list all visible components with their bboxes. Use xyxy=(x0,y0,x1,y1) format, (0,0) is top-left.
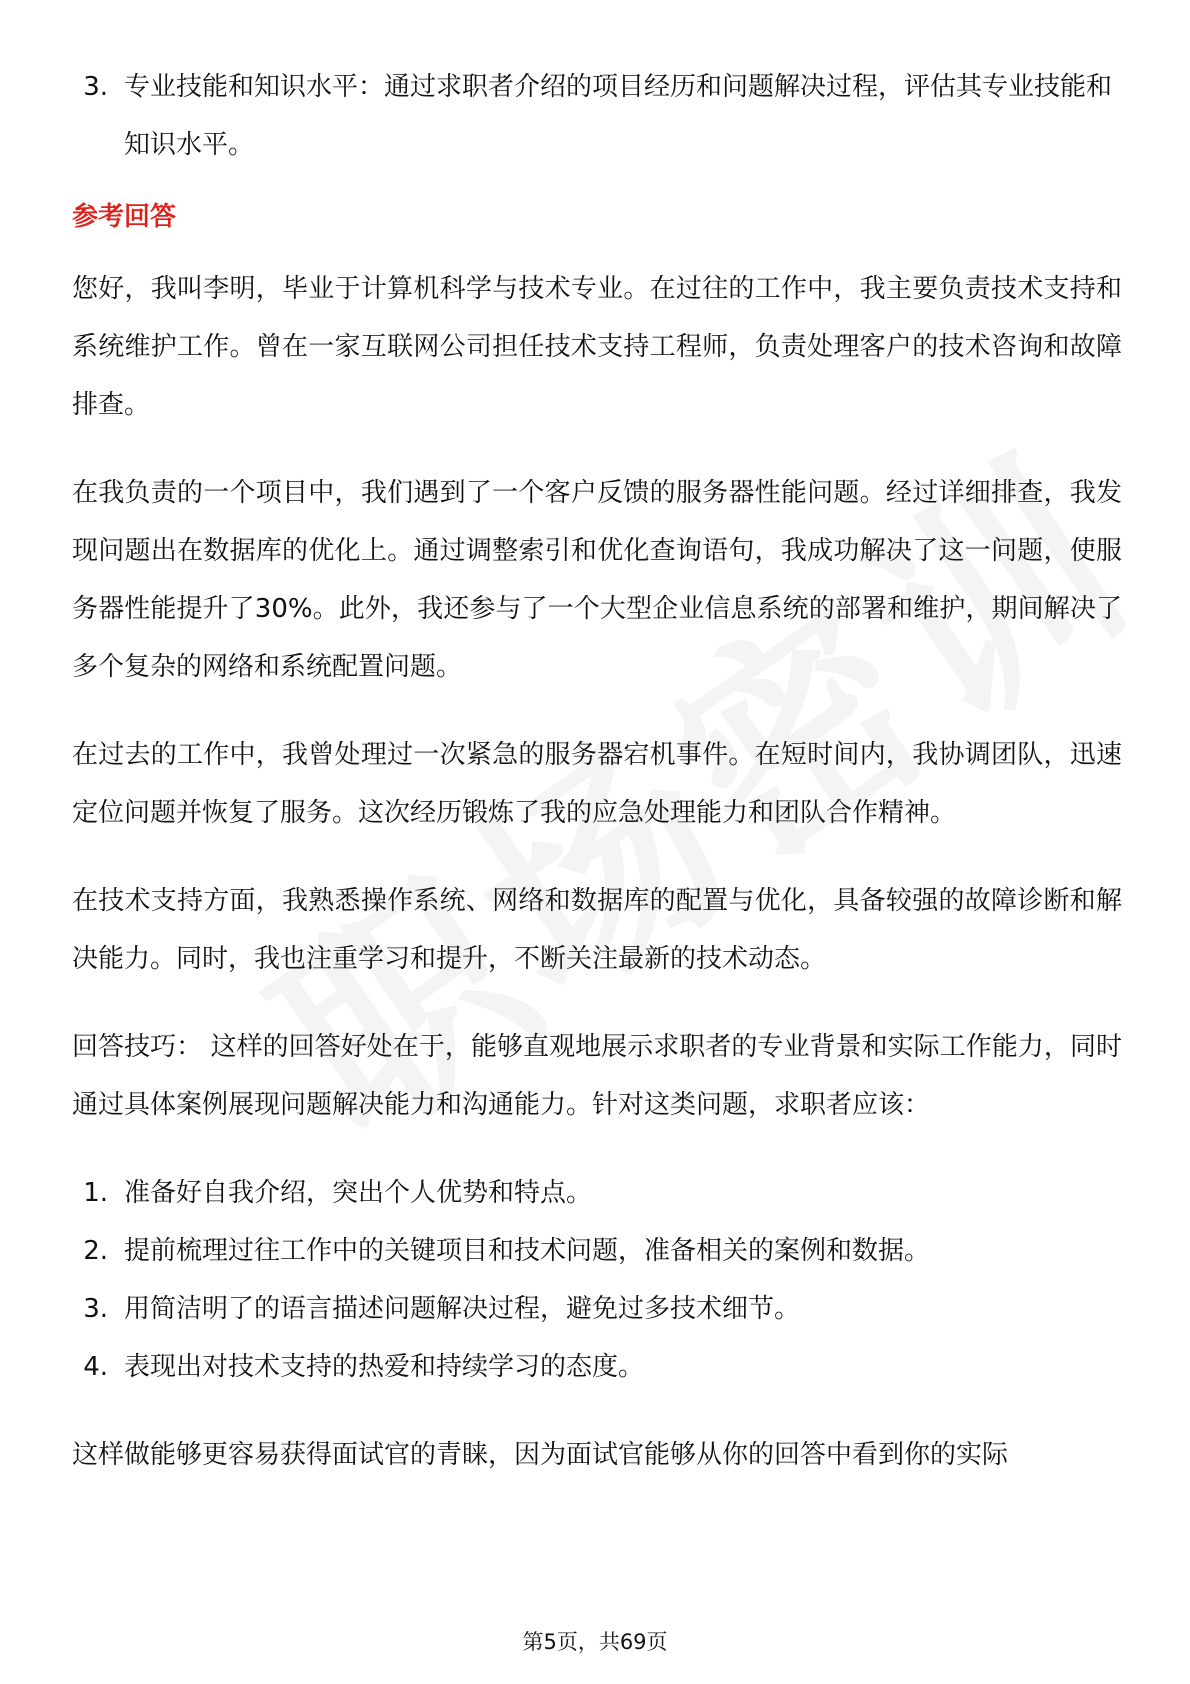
list-text: 专业技能和知识水平：通过求职者介绍的项目经历和问题解决过程，评估其专业技能和知识水平。 xyxy=(124,72,1113,160)
list-item xyxy=(72,1164,1122,1222)
list-number: 1. xyxy=(83,1178,108,1208)
list-number: 3. xyxy=(83,1294,108,1324)
list-item xyxy=(72,58,1122,174)
list-item xyxy=(72,1222,1122,1280)
list-text: 提前梳理过往工作中的关键项目和技术问题，准备相关的案例和数据。 xyxy=(124,1236,931,1266)
list-number: 2. xyxy=(83,1236,108,1266)
tips-intro-paragraph: 回答技巧： 这样的回答好处在于，能够直观地展示求职者的专业背景和实际工作能力，同时通过具体案例展现问题解决能力和沟通能力。针对这类问题，求职者应该： xyxy=(72,1032,1122,1120)
answer-paragraph: 在过去的工作中，我曾处理过一次紧急的服务器宕机事件。在短时间内，我协调团队，迅速定位问题并恢复了服务。这次经历锻炼了我的应急处理能力和团队合作精神。 xyxy=(72,740,1122,828)
list-text: 用简洁明了的语言描述问题解决过程，避免过多技术细节。 xyxy=(124,1294,801,1324)
answer-paragraph: 您好，我叫李明，毕业于计算机科学与技术专业。在过往的工作中，我主要负责技术支持和系统维护工作。曾在一家互联网公司担任技术支持工程师，负责处理客户的技术咨询和故障排查。 xyxy=(72,274,1122,420)
list-item xyxy=(72,1280,1122,1338)
tips-list xyxy=(72,1164,1122,1396)
list-number: 3. xyxy=(83,72,108,102)
list-number: 4. xyxy=(83,1352,108,1382)
list-text: 表现出对技术支持的热爱和持续学习的态度。 xyxy=(124,1352,645,1382)
list-text: 准备好自我介绍，突出个人优势和特点。 xyxy=(124,1178,593,1208)
page-footer: 第5页，共69页 xyxy=(522,1630,668,1654)
document-page xyxy=(72,58,1122,1514)
answer-paragraph: 在技术支持方面，我熟悉操作系统、网络和数据库的配置与优化，具备较强的故障诊断和解决能力。同时，我也注重学习和提升，不断关注最新的技术动态。 xyxy=(72,886,1122,974)
closing-paragraph: 这样做能够更容易获得面试官的青睐，因为面试官能够从你的回答中看到你的实际 xyxy=(72,1440,1009,1470)
list-item xyxy=(72,1338,1122,1396)
answer-paragraph: 在我负责的一个项目中，我们遇到了一个客户反馈的服务器性能问题。经过详细排查，我发现问题出在数据库的优化上。通过调整索引和优化查询语句，我成功解决了这一问题，使服务器性能提升了30%。此外，我还参与了一个大型企业信息系统的部署和维护，期间解决了多个复杂的网络和系统配置问题。 xyxy=(72,478,1122,682)
section-heading: 参考回答 xyxy=(72,202,177,232)
